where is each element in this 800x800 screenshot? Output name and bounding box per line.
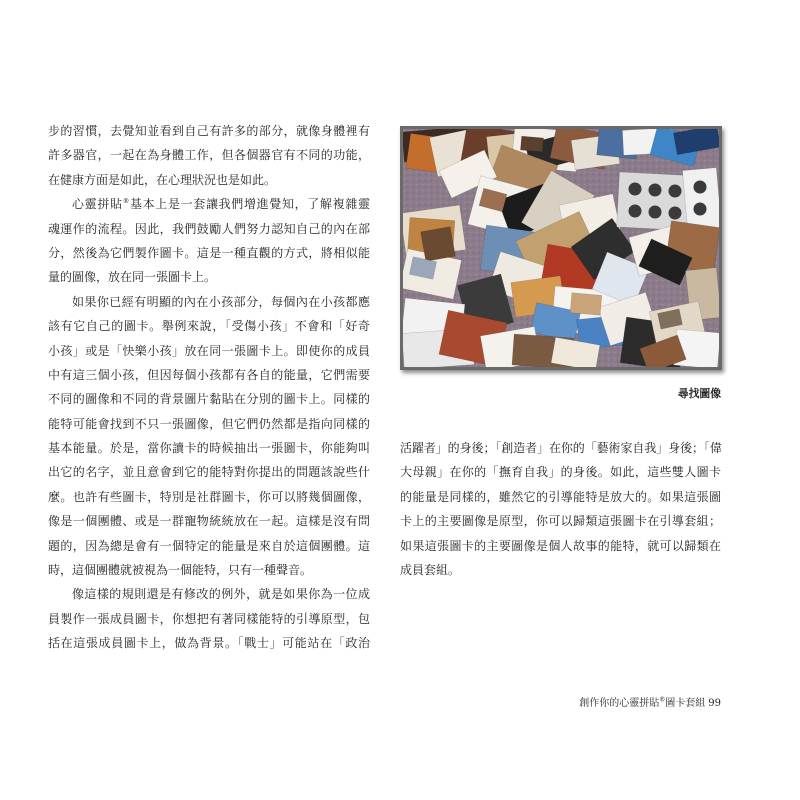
paragraph (48, 290, 370, 583)
page-number: 99 (708, 698, 721, 709)
text-line: 步的習慣，去覺知並看到自己有許多的部分，就像身體裡有 (48, 124, 370, 138)
text-line: 題的，因為總是會有一個特定的能量是來自於這個團體。這 (48, 538, 370, 553)
text-line: 中有這三個小孩，但因每個小孩都有各自的能量，它們需要 (48, 367, 370, 382)
text-line: 像這樣的規則還是有修改的例外，就是如果你為一位成 (72, 587, 370, 602)
collage-scrap (421, 227, 456, 262)
collage-portrait-dot (629, 183, 642, 196)
text-line: 活躍者」的身後；「創造者」在你的「藝術家自我」身後；「偉 (400, 441, 721, 455)
collage-portrait-dot (669, 207, 682, 220)
text-line: 該有它自己的圖卡。舉例來說，「受傷小孩」不會和「好奇 (48, 319, 370, 334)
figure-caption: 尋找圖像 (677, 387, 721, 400)
text-line: 成員套組。 (400, 562, 461, 577)
collage-portrait-dot (649, 206, 662, 219)
collage-photo (400, 126, 722, 370)
text-line: 小孩」或是「快樂小孩」放在同一張圖卡上。即使你的成員 (48, 343, 370, 358)
text-line: 如果你已經有明顯的內在小孩部分，每個內在小孩都應 (72, 294, 370, 309)
text-line: 分，然後為它們製作圖卡。這是一種直觀的方式，將相似能 (48, 245, 370, 260)
collage-portrait-dot (649, 184, 662, 197)
text-line: 大母親」在你的「撫育自我」的身後。如此，這些雙人圖卡 (400, 465, 721, 480)
right-text-column (400, 436, 721, 582)
text-line: 員製作一張成員圖卡，你想把有著同樣能特的引導原型，包 (48, 611, 370, 626)
paragraph (400, 436, 721, 582)
collage-scrap (570, 293, 602, 316)
text-line: 卡上的主要圖像是原型，你可以歸類這張圖卡在引導套組； (400, 514, 721, 529)
text-line: 不同的圖像和不同的背景圖片黏貼在分別的圖卡上。同樣的 (48, 392, 370, 407)
paragraph (48, 192, 370, 290)
text-line: 如果這張圖卡的主要圖像是個人故事的能特，就可以歸類在 (400, 538, 721, 553)
running-footer (500, 697, 721, 711)
text-line: 像是一個團體、或是一群寵物統統放在一起。這樣是沒有問 (48, 514, 370, 529)
text-line: 時，這個團體就被視為一個能特，只有一種聲音。 (48, 563, 313, 578)
text-line: 在健康方面是如此，在心理狀況也是如此。 (48, 172, 277, 187)
registered-trademark-mark: ® (659, 696, 666, 704)
collage-scrap (520, 136, 543, 152)
collage-portrait-dot (694, 181, 707, 194)
left-text-column (48, 119, 370, 656)
collage-portrait-dot (694, 203, 707, 216)
paragraph (48, 582, 370, 655)
collage-scrap (682, 168, 719, 231)
text-segment: 基本上是一套讓我們增進覺知，了解複雜靈 (129, 197, 370, 212)
text-segment: 心靈拼貼 (72, 197, 123, 212)
scattered-magazine-cutouts-image (403, 129, 719, 367)
text-line: 出它的名字，並且意會到它的能特對你提出的問題該說些什 (48, 465, 370, 480)
book-title: 創作你的心靈拼貼 (579, 698, 660, 709)
text-line: 基本能量。於是，當你讀卡的時候抽出一張圖卡，你能夠叫 (48, 441, 370, 456)
text-line: 的能量是同樣的，雖然它的引導能特是放大的。如果這張圖 (400, 489, 721, 504)
text-line (48, 192, 370, 216)
book-title: 圖卡套組 (665, 698, 706, 709)
paragraph (48, 119, 370, 192)
text-line: 括在這張成員圖卡上，做為背景。「戰士」可能站在「政治 (48, 636, 370, 651)
text-line: 魂運作的流程。因此，我們鼓勵人們努力認知自己的內在部 (48, 221, 370, 236)
collage-portrait-dot (629, 205, 642, 218)
collage-portrait-dot (669, 185, 682, 198)
text-line: 能特可能會找到不只一張圖像，但它們仍然都是指向同樣的 (48, 416, 370, 431)
text-line: 許多器官，一起在為身體工作，但各個器官有不同的功能， (48, 148, 370, 163)
text-line: 麼。也許有些圖卡，特別是社群圖卡，你可以將幾個圖像， (48, 489, 370, 504)
registered-trademark-mark: ® (122, 197, 130, 206)
text-line: 量的圖像，放在同一張圖卡上。 (48, 270, 217, 285)
